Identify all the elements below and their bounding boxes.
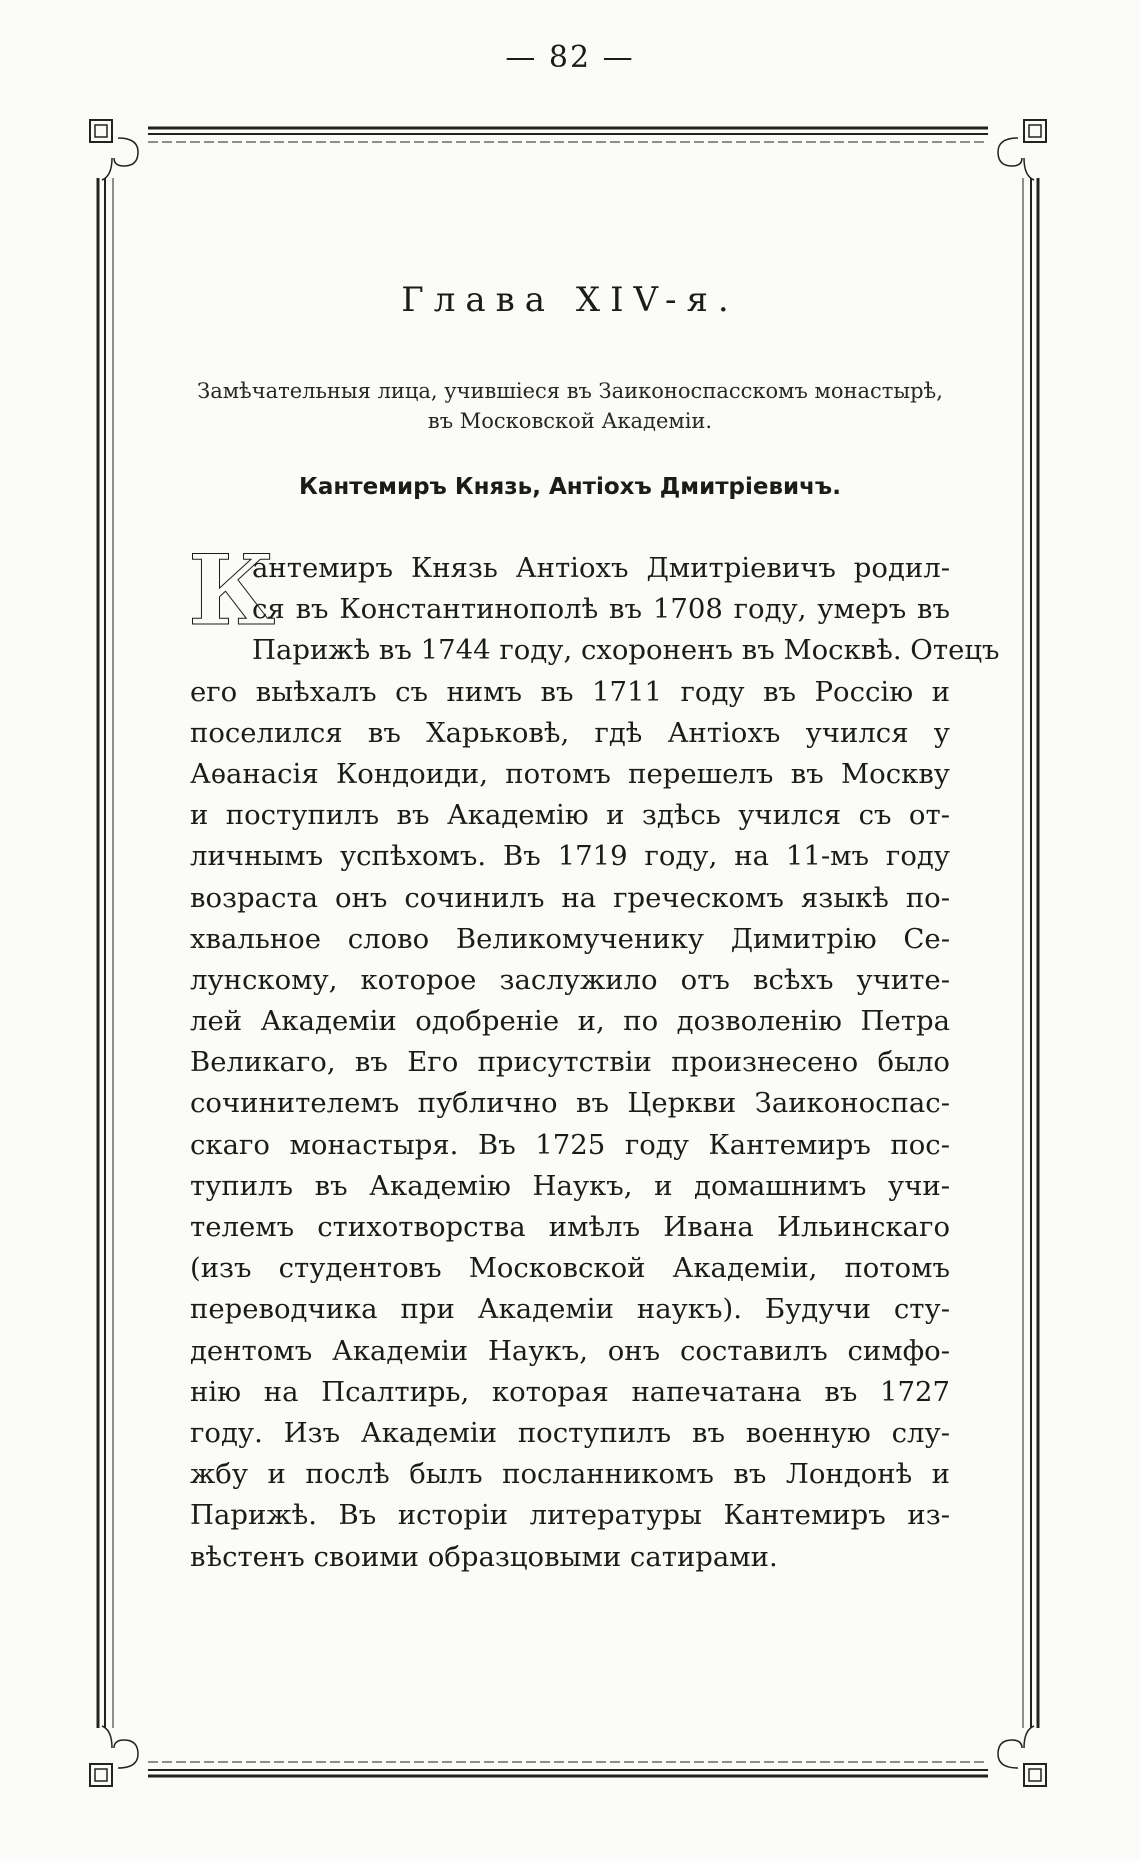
chapter-subtitle bbox=[190, 376, 950, 436]
text-line: Аѳанасія Кондоиди, потомъ перешелъ въ Москву bbox=[190, 757, 950, 790]
section-heading: Кантемиръ Князь, Антіохъ Дмитріевичъ. bbox=[299, 474, 841, 500]
text-line: тупилъ въ Академію Наукъ, и домашнимъ учи- bbox=[190, 1169, 950, 1202]
text-line: сочинителемъ публично въ Церкви Заиконоспас- bbox=[190, 1087, 950, 1120]
text-line: нію на Псалтирь, которая напечатана въ 1727 bbox=[190, 1375, 950, 1408]
text-line: хвальное слово Великомученику Димитрію Се- bbox=[190, 922, 950, 955]
body-paragraph bbox=[188, 534, 1000, 1578]
page-content bbox=[188, 280, 1000, 1578]
text-line: возраста онъ сочинилъ на греческомъ языкѣ по- bbox=[190, 881, 950, 914]
subtitle-line: въ Московской Академіи. bbox=[427, 409, 713, 433]
text-line: дентомъ Академіи Наукъ, онъ составилъ симфо- bbox=[190, 1334, 950, 1367]
text-line: жбу и послѣ былъ посланникомъ въ Лондонѣ и bbox=[190, 1458, 950, 1491]
text-line: году. Изъ Академіи поступилъ въ военную слу- bbox=[190, 1416, 950, 1449]
text-line: личнымъ успѣхомъ. Въ 1719 году, на 11-мъ году bbox=[190, 840, 950, 873]
chapter-title: Глава XIV-я. bbox=[401, 280, 739, 320]
text-line: поселился въ Харьковѣ, гдѣ Антіохъ учился у bbox=[190, 716, 950, 749]
text-line: Великаго, въ Его присутствіи произнесено было bbox=[190, 1046, 950, 1079]
text-line: (изъ студентовъ Московской Академіи, потомъ bbox=[190, 1252, 950, 1285]
text-line: переводчика при Академіи наукъ). Будучи сту- bbox=[190, 1293, 950, 1326]
drop-cap: К bbox=[188, 534, 276, 647]
text-line: и поступилъ въ Академію и здѣсь учился съ от- bbox=[190, 799, 950, 832]
subtitle-line: Замѣчательныя лица, учившіеся въ Заиконоспасскомъ монастырѣ, bbox=[197, 379, 943, 403]
page-number: — 82 — bbox=[505, 40, 635, 75]
text-line: скаго монастыря. Въ 1725 году Кантемиръ пос- bbox=[190, 1128, 950, 1161]
text-line: лунскому, которое заслужило отъ всѣхъ учите- bbox=[190, 963, 950, 996]
text-line: лей Академіи одобреніе и, по дозволенію Петра bbox=[190, 1005, 950, 1038]
text-line: его выѣхалъ съ нимъ въ 1711 году въ Россію и bbox=[190, 675, 950, 708]
text-line: ся въ Константинополѣ въ 1708 году, умеръ въ bbox=[252, 593, 950, 626]
text-line: телемъ стихотворства имѣлъ Ивана Ильинскаго bbox=[190, 1211, 950, 1243]
text-line: вѣстенъ своими образцовыми сатирами. bbox=[190, 1540, 778, 1573]
text-line: Парижѣ. Въ исторіи литературы Кантемиръ из- bbox=[190, 1499, 950, 1532]
text-line: антемиръ Князь Антіохъ Дмитріевичъ родил- bbox=[252, 552, 950, 584]
text-line: Парижѣ въ 1744 году, схороненъ въ Москвѣ. Отецъ bbox=[252, 634, 1000, 667]
